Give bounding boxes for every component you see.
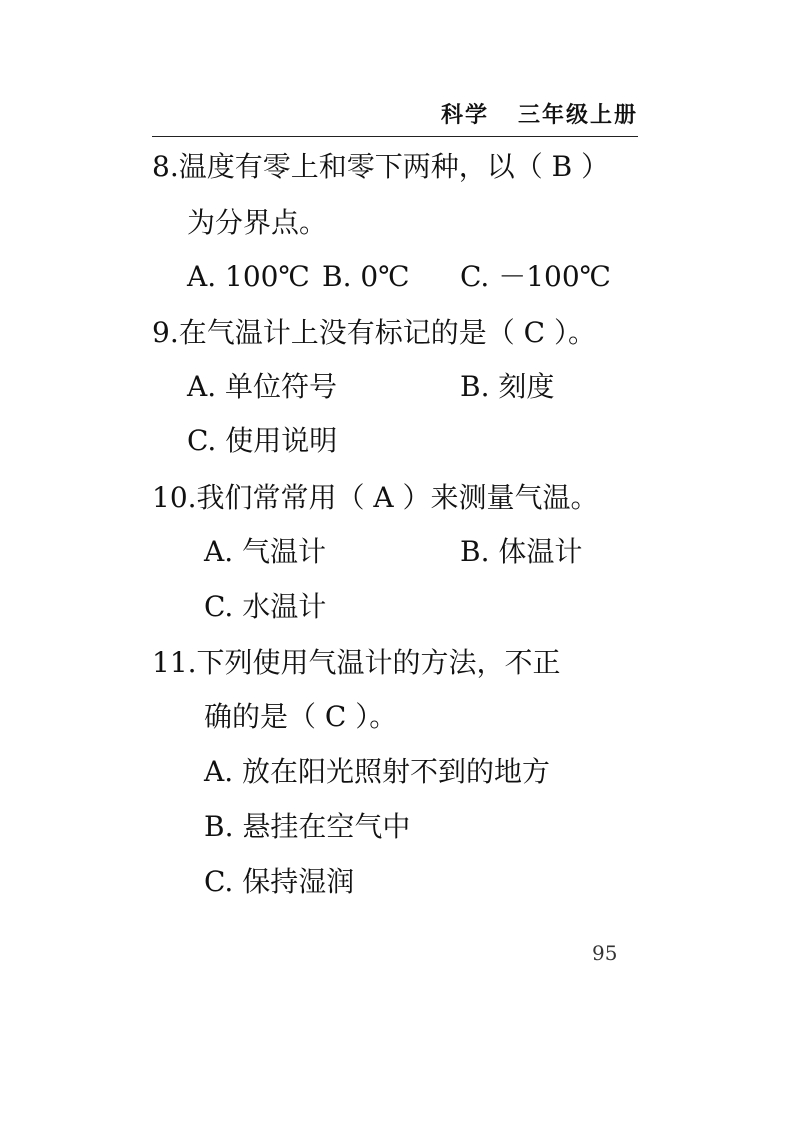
question-11-option-a: A. 放在阳光照射不到的地方 [204, 755, 551, 788]
header-rule [152, 136, 638, 137]
question-11-line-1 [152, 646, 561, 680]
question-11-option-b: B. 悬挂在空气中 [204, 810, 411, 843]
question-11-stem: 下列使用气温计的方法，不正 [196, 646, 561, 679]
question-9-stem: 在气温计上没有标记的是（ C ）。 [178, 316, 596, 349]
question-8-line-1 [152, 150, 609, 184]
question-8-number: 8. [152, 150, 179, 183]
question-8-option-c: C. －100℃ [460, 260, 611, 293]
page-number: 95 [592, 941, 618, 965]
question-10-option-c: C. 水温计 [204, 590, 327, 623]
question-10-number: 10. [152, 481, 197, 514]
header-subject: 科学 [440, 103, 489, 128]
question-8-stem: 温度有零上和零下两种，以（ B ） [178, 150, 610, 183]
header-grade: 三年级上册 [517, 103, 638, 128]
question-9-option-a: A. 单位符号 [187, 370, 338, 403]
question-9-option-c: C. 使用说明 [187, 424, 338, 457]
question-8-option-a: A. 100℃ [187, 260, 310, 293]
question-9-option-b: B. 刻度 [460, 370, 555, 403]
running-header [441, 98, 638, 129]
question-8-line-2: 为分界点。 [187, 206, 328, 239]
question-11-line-2: 确的是（ C ）。 [204, 700, 398, 733]
question-10-stem: 我们常常用（ A ）来测量气温。 [196, 481, 599, 514]
question-8-option-b: B. 0℃ [322, 260, 410, 293]
question-10-option-a: A. 气温计 [204, 535, 327, 568]
question-10-line-1 [152, 481, 599, 515]
question-9-number: 9. [152, 316, 179, 349]
question-10-option-b: B. 体温计 [460, 535, 583, 568]
question-9-line-1 [152, 316, 596, 350]
question-11-number: 11. [152, 646, 197, 679]
question-11-option-c: C. 保持湿润 [204, 865, 355, 898]
